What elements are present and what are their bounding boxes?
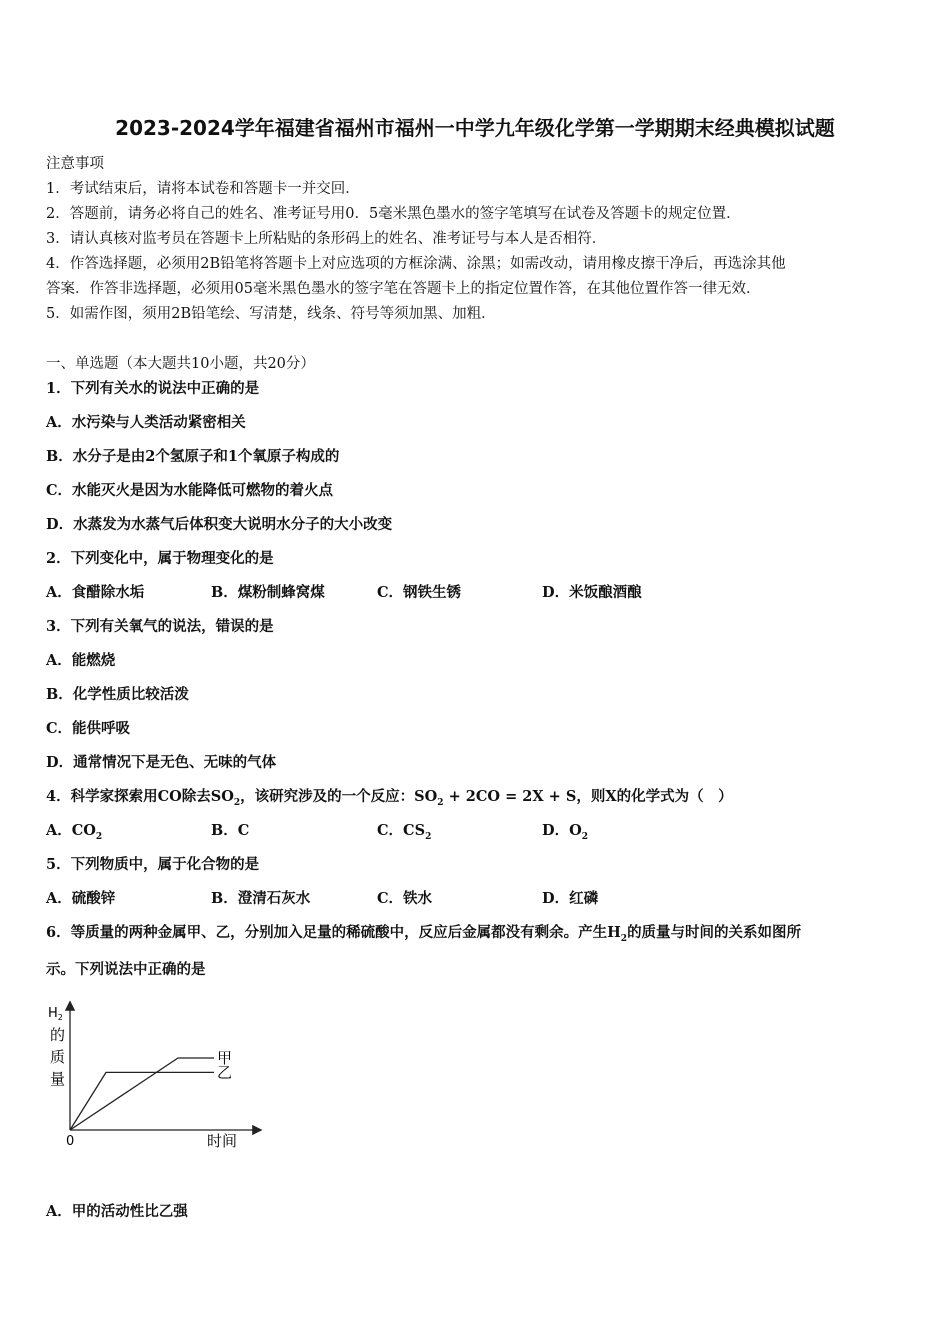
q1-stem: 1．下列有关水的说法中正确的是 <box>46 380 260 397</box>
q4-option-c: C．$CS_2$ <box>377 822 432 842</box>
series-jia-line <box>70 1058 214 1130</box>
notice-item-5: 5．如需作图，须用2B铅笔绘、写清楚，线条、符号等须加黑、加粗． <box>46 306 496 322</box>
q6-stem: 6．等质量的两种金属甲、乙，分别加入足量的稀硫酸中，反应后金属都没有剩余。产生$H_2$的质量与时间的关系如图所 <box>46 924 802 944</box>
q1-option-a: A．水污染与人类活动紧密相关 <box>46 414 246 431</box>
q3-option-a: A．能燃烧 <box>46 652 116 669</box>
notice-heading: 注意事项 <box>46 156 104 172</box>
q5-option-a: A．硫酸锌 <box>46 890 116 907</box>
q5-option-b: B．澄清石灰水 <box>211 890 311 907</box>
notice-item-4: 4．作答选择题，必须用2B铅笔将答题卡上对应选项的方框涂满、涂黑；如需改动，请用橡皮擦干净后，再选涂其他 <box>46 256 786 272</box>
notice-item-2: 2．答题前，请务必将自己的姓名、准考证号用0．5毫米黑色墨水的签字笔填写在试卷及答题卡的规定位置． <box>46 206 741 222</box>
q4-option-b: B．C <box>211 822 250 839</box>
q4-option-a: A．$CO_2$ <box>46 822 103 842</box>
q1-option-c: C．水能灭火是因为水能降低可燃物的着火点 <box>46 482 334 499</box>
y-axis-label-1: 的 <box>50 1026 66 1044</box>
q2-option-a: A．食醋除水垢 <box>46 584 145 601</box>
q5-option-c: C．铁水 <box>377 890 433 907</box>
origin-label: 0 <box>66 1134 75 1149</box>
series-yi-label: 乙 <box>217 1063 233 1082</box>
q3-option-b: B．化学性质比较活泼 <box>46 686 189 703</box>
notice-item-3: 3．请认真核对监考员在答题卡上所粘贴的条形码上的姓名、准考证号与本人是否相符． <box>46 231 607 247</box>
notice-item-1: 1．考试结束后，请将本试卷和答题卡一并交回． <box>46 181 360 197</box>
series-jia-label: 甲 <box>217 1049 233 1067</box>
q5-stem: 5．下列物质中，属于化合物的是 <box>46 856 260 873</box>
h2-time-chart <box>40 995 270 1155</box>
q4-option-d: D．$O_2$ <box>542 822 588 842</box>
q4-stem: 4．科学家探索用CO除去$SO_2$，该研究涉及的一个反应：$SO_2 + 2CO = 2X + S$，则X的化学式为（ ） <box>46 788 733 808</box>
q1-option-b: B．水分子是由2个氢原子和1个氧原子构成的 <box>46 448 340 465</box>
page-title: 2023-2024学年福建省福州市福州一中学九年级化学第一学期期末经典模拟试题 <box>115 116 835 140</box>
q6-stem-line2: 示。下列说法中正确的是 <box>46 961 206 978</box>
q6-option-a: A．甲的活动性比乙强 <box>46 1203 188 1220</box>
q3-option-d: D．通常情况下是无色、无味的气体 <box>46 754 277 771</box>
y-axis-label-h: $H_2$ <box>48 1006 63 1022</box>
q2-stem: 2．下列变化中，属于物理变化的是 <box>46 550 274 567</box>
q5-option-d: D．红磷 <box>542 890 599 907</box>
series-yi-line <box>70 1072 214 1130</box>
y-axis-label-2: 质 <box>50 1048 66 1066</box>
q2-option-b: B．煤粉制蜂窝煤 <box>211 584 325 601</box>
x-axis-label: 时间 <box>207 1132 238 1150</box>
q2-option-d: D．米饭酿酒酿 <box>542 584 642 601</box>
q3-stem: 3．下列有关氧气的说法，错误的是 <box>46 618 274 635</box>
section-heading: 一、单选题（本大题共10小题，共20分） <box>46 356 315 372</box>
q2-option-c: C．钢铁生锈 <box>377 584 462 601</box>
q1-option-d: D．水蒸发为水蒸气后体积变大说明水分子的大小改变 <box>46 516 393 533</box>
q3-option-c: C．能供呼吸 <box>46 720 131 737</box>
y-axis-label-3: 量 <box>50 1070 66 1088</box>
notice-item-4-cont: 答案．作答非选择题，必须用05毫米黑色墨水的签字笔在答题卡上的指定位置作答，在其他位置作答一律无效． <box>46 281 761 297</box>
